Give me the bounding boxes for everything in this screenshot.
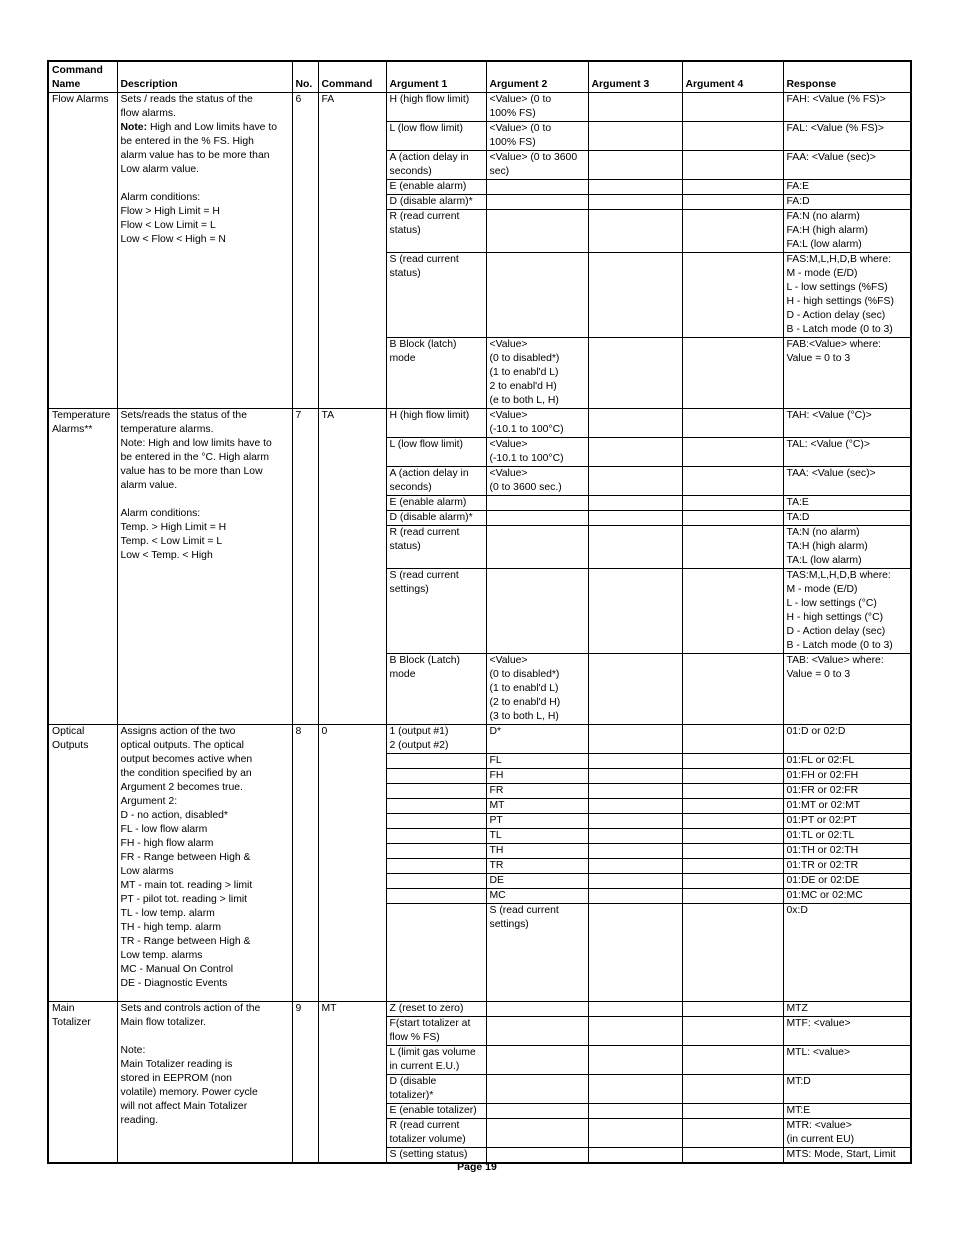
response-cell: FA:D bbox=[783, 195, 911, 210]
header-argument-2: Argument 2 bbox=[486, 61, 588, 93]
argument-3-cell bbox=[588, 1119, 682, 1148]
argument-1-cell bbox=[386, 844, 486, 859]
argument-1-cell bbox=[386, 889, 486, 904]
description-cell: Assigns action of the two optical outputs. The optical output becomes active when the condition specified by an Argument 2 becomes true. Argument 2: D - no action, disabled* FL - low flow alarm FH - high flow alarm FR - Range between High & Low alarms MT - main tot. reading > limit PT - pilot tot. reading > limit TL - low temp. alarm TH - high temp. alarm TR - Range between High & Low temp. alarms MC - Manual On Control DE - Diagnostic Events bbox=[117, 725, 292, 1002]
argument-2-cell: <Value> (0 to 100% FS) bbox=[486, 122, 588, 151]
response-cell: MTF: <value> bbox=[783, 1017, 911, 1046]
argument-4-cell bbox=[682, 195, 783, 210]
argument-3-cell bbox=[588, 180, 682, 195]
command-cell: 0 bbox=[318, 725, 386, 1002]
response-cell: FA:E bbox=[783, 180, 911, 195]
argument-3-cell bbox=[588, 654, 682, 725]
argument-1-cell bbox=[386, 829, 486, 844]
no-cell: 7 bbox=[292, 409, 318, 725]
argument-3-cell bbox=[588, 874, 682, 889]
argument-2-cell bbox=[486, 569, 588, 654]
argument-4-cell bbox=[682, 93, 783, 122]
argument-3-cell bbox=[588, 829, 682, 844]
argument-1-cell: L (low flow limit) bbox=[386, 122, 486, 151]
argument-1-cell bbox=[386, 874, 486, 889]
response-cell: FA:N (no alarm) FA:H (high alarm) FA:L (low alarm) bbox=[783, 210, 911, 253]
argument-1-cell: S (read current status) bbox=[386, 253, 486, 338]
no-cell: 6 bbox=[292, 93, 318, 409]
argument-1-cell: E (enable totalizer) bbox=[386, 1104, 486, 1119]
argument-4-cell bbox=[682, 844, 783, 859]
response-cell: 01:MT or 02:MT bbox=[783, 799, 911, 814]
argument-3-cell bbox=[588, 496, 682, 511]
argument-3-cell bbox=[588, 799, 682, 814]
argument-3-cell bbox=[588, 754, 682, 769]
argument-3-cell bbox=[588, 253, 682, 338]
response-cell: TA:D bbox=[783, 511, 911, 526]
argument-4-cell bbox=[682, 438, 783, 467]
argument-3-cell bbox=[588, 1017, 682, 1046]
table-body bbox=[48, 93, 911, 1164]
argument-2-cell: <Value> (0 to 3600 sec) bbox=[486, 151, 588, 180]
argument-3-cell bbox=[588, 1104, 682, 1119]
argument-2-cell bbox=[486, 180, 588, 195]
argument-3-cell bbox=[588, 1002, 682, 1017]
argument-1-cell: S (read current settings) bbox=[386, 569, 486, 654]
response-cell: MTR: <value> (in current EU) bbox=[783, 1119, 911, 1148]
argument-1-cell: F(start totalizer at flow % FS) bbox=[386, 1017, 486, 1046]
response-cell: 01:TH or 02:TH bbox=[783, 844, 911, 859]
argument-2-cell bbox=[486, 1017, 588, 1046]
argument-1-cell: H (high flow limit) bbox=[386, 93, 486, 122]
argument-2-cell bbox=[486, 1104, 588, 1119]
response-cell: 01:D or 02:D bbox=[783, 725, 911, 754]
argument-3-cell bbox=[588, 889, 682, 904]
argument-1-cell: E (enable alarm) bbox=[386, 496, 486, 511]
header-argument-3: Argument 3 bbox=[588, 61, 682, 93]
header-command: Command bbox=[318, 61, 386, 93]
description-cell: Sets/reads the status of the temperature alarms. Note: High and low limits have to be entered in the °C. High alarm value has to be more than Low alarm value. Alarm conditions: Temp. > High Limit = H Temp. < Low Limit = L Low < Temp. < High bbox=[117, 409, 292, 725]
argument-1-cell bbox=[386, 754, 486, 769]
argument-1-cell: Z (reset to zero) bbox=[386, 1002, 486, 1017]
response-cell: FAL: <Value (% FS)> bbox=[783, 122, 911, 151]
argument-1-cell: R (read current status) bbox=[386, 210, 486, 253]
argument-4-cell bbox=[682, 409, 783, 438]
command-cell: MT bbox=[318, 1002, 386, 1164]
response-cell: FAA: <Value (sec)> bbox=[783, 151, 911, 180]
argument-2-cell bbox=[486, 511, 588, 526]
argument-3-cell bbox=[588, 151, 682, 180]
argument-1-cell: B Block (latch) mode bbox=[386, 338, 486, 409]
header-response: Response bbox=[783, 61, 911, 93]
response-cell: MT:E bbox=[783, 1104, 911, 1119]
argument-4-cell bbox=[682, 338, 783, 409]
command-table bbox=[47, 60, 912, 1164]
header-description: Description bbox=[117, 61, 292, 93]
argument-1-cell bbox=[386, 859, 486, 874]
argument-4-cell bbox=[682, 180, 783, 195]
argument-4-cell bbox=[682, 151, 783, 180]
response-cell: 01:TL or 02:TL bbox=[783, 829, 911, 844]
argument-1-cell bbox=[386, 814, 486, 829]
argument-4-cell bbox=[682, 829, 783, 844]
argument-1-cell: D (disable alarm)* bbox=[386, 511, 486, 526]
argument-2-cell: D* bbox=[486, 725, 588, 754]
argument-2-cell: <Value> (0 to 3600 sec.) bbox=[486, 467, 588, 496]
description-cell: Sets / reads the status of the flow alarms. Note: High and Low limits have to be entered in the % FS. High alarm value has to be more than Low alarm value. Alarm conditions: Flow > High Limit = H Flow < Low Limit = L Low < Flow < High = N bbox=[117, 93, 292, 409]
argument-1-cell: E (enable alarm) bbox=[386, 180, 486, 195]
response-cell: 01:TR or 02:TR bbox=[783, 859, 911, 874]
command-cell: TA bbox=[318, 409, 386, 725]
response-cell: TA:E bbox=[783, 496, 911, 511]
argument-1-cell: L (limit gas volume in current E.U.) bbox=[386, 1046, 486, 1075]
argument-4-cell bbox=[682, 769, 783, 784]
argument-3-cell bbox=[588, 409, 682, 438]
response-cell: TAH: <Value (°C)> bbox=[783, 409, 911, 438]
response-cell: MTZ bbox=[783, 1002, 911, 1017]
argument-3-cell bbox=[588, 526, 682, 569]
argument-4-cell bbox=[682, 467, 783, 496]
table-row bbox=[48, 725, 911, 754]
argument-4-cell bbox=[682, 889, 783, 904]
argument-1-cell bbox=[386, 769, 486, 784]
argument-4-cell bbox=[682, 1002, 783, 1017]
argument-2-cell bbox=[486, 253, 588, 338]
argument-4-cell bbox=[682, 1119, 783, 1148]
argument-4-cell bbox=[682, 496, 783, 511]
description-cell: Sets and controls action of the Main flow totalizer. Note: Main Totalizer reading is stored in EEPROM (non volatile) memory. Power cycle will not affect Main Totalizer reading. bbox=[117, 1002, 292, 1164]
argument-1-cell: L (low flow limit) bbox=[386, 438, 486, 467]
argument-1-cell: H (high flow limit) bbox=[386, 409, 486, 438]
argument-4-cell bbox=[682, 122, 783, 151]
response-cell: MTL: <value> bbox=[783, 1046, 911, 1075]
argument-2-cell: MT bbox=[486, 799, 588, 814]
command-cell: FA bbox=[318, 93, 386, 409]
argument-2-cell: FR bbox=[486, 784, 588, 799]
argument-2-cell: MC bbox=[486, 889, 588, 904]
table-row bbox=[48, 409, 911, 438]
argument-2-cell bbox=[486, 1075, 588, 1104]
response-cell: 01:FH or 02:FH bbox=[783, 769, 911, 784]
argument-1-cell bbox=[386, 799, 486, 814]
argument-2-cell bbox=[486, 195, 588, 210]
argument-4-cell bbox=[682, 904, 783, 1002]
response-cell: 01:PT or 02:PT bbox=[783, 814, 911, 829]
argument-3-cell bbox=[588, 511, 682, 526]
header-command-name: Command Name bbox=[48, 61, 117, 93]
response-cell: FAS:M,L,H,D,B where: M - mode (E/D) L - low settings (%FS) H - high settings (%FS) D - Action delay (sec) B - Latch mode (0 to 3) bbox=[783, 253, 911, 338]
argument-3-cell bbox=[588, 195, 682, 210]
argument-1-cell bbox=[386, 904, 486, 1002]
argument-2-cell bbox=[486, 210, 588, 253]
argument-2-cell bbox=[486, 1046, 588, 1075]
argument-3-cell bbox=[588, 1075, 682, 1104]
response-cell: FAH: <Value (% FS)> bbox=[783, 93, 911, 122]
argument-3-cell bbox=[588, 769, 682, 784]
no-cell: 8 bbox=[292, 725, 318, 1002]
argument-3-cell bbox=[588, 1046, 682, 1075]
argument-2-cell bbox=[486, 526, 588, 569]
argument-4-cell bbox=[682, 754, 783, 769]
response-cell: 01:FL or 02:FL bbox=[783, 754, 911, 769]
argument-2-cell: <Value> (0 to 100% FS) bbox=[486, 93, 588, 122]
response-cell: 01:MC or 02:MC bbox=[783, 889, 911, 904]
response-cell: 01:DE or 02:DE bbox=[783, 874, 911, 889]
argument-1-cell: D (disable alarm)* bbox=[386, 195, 486, 210]
table-row bbox=[48, 1002, 911, 1017]
argument-4-cell bbox=[682, 784, 783, 799]
argument-2-cell: DE bbox=[486, 874, 588, 889]
response-cell: MT:D bbox=[783, 1075, 911, 1104]
argument-3-cell bbox=[588, 859, 682, 874]
argument-2-cell: <Value> (0 to disabled*) (1 to enabl'd L) 2 to enabl'd H) (e to both L, H) bbox=[486, 338, 588, 409]
command-name-cell: Temperature Alarms** bbox=[48, 409, 117, 725]
argument-3-cell bbox=[588, 784, 682, 799]
argument-2-cell: FL bbox=[486, 754, 588, 769]
argument-4-cell bbox=[682, 1046, 783, 1075]
argument-2-cell: <Value> (-10.1 to 100°C) bbox=[486, 438, 588, 467]
page-number: Page 19 bbox=[457, 1161, 497, 1173]
header-argument-4: Argument 4 bbox=[682, 61, 783, 93]
argument-4-cell bbox=[682, 874, 783, 889]
argument-2-cell: PT bbox=[486, 814, 588, 829]
response-cell: FAB:<Value> where: Value = 0 to 3 bbox=[783, 338, 911, 409]
argument-2-cell: FH bbox=[486, 769, 588, 784]
argument-4-cell bbox=[682, 569, 783, 654]
argument-4-cell bbox=[682, 799, 783, 814]
argument-4-cell bbox=[682, 526, 783, 569]
argument-2-cell: <Value> (-10.1 to 100°C) bbox=[486, 409, 588, 438]
response-cell: MTS: Mode, Start, Limit bbox=[783, 1148, 911, 1164]
argument-1-cell: 1 (output #1) 2 (output #2) bbox=[386, 725, 486, 754]
command-name-cell: Flow Alarms bbox=[48, 93, 117, 409]
argument-4-cell bbox=[682, 253, 783, 338]
argument-4-cell bbox=[682, 1075, 783, 1104]
argument-2-cell: TL bbox=[486, 829, 588, 844]
table-row bbox=[48, 93, 911, 122]
argument-1-cell: R (read current totalizer volume) bbox=[386, 1119, 486, 1148]
argument-2-cell: TH bbox=[486, 844, 588, 859]
response-cell: 0x:D bbox=[783, 904, 911, 1002]
response-cell: TAB: <Value> where: Value = 0 to 3 bbox=[783, 654, 911, 725]
argument-1-cell: A (action delay in seconds) bbox=[386, 467, 486, 496]
response-cell: TAS:M,L,H,D,B where: M - mode (E/D) L - low settings (°C) H - high settings (°C) D - Action delay (sec) B - Latch mode (0 to 3) bbox=[783, 569, 911, 654]
argument-3-cell bbox=[588, 844, 682, 859]
argument-4-cell bbox=[682, 511, 783, 526]
argument-4-cell bbox=[682, 654, 783, 725]
command-name-cell: Optical Outputs bbox=[48, 725, 117, 1002]
argument-3-cell bbox=[588, 438, 682, 467]
argument-4-cell bbox=[682, 725, 783, 754]
argument-3-cell bbox=[588, 338, 682, 409]
argument-2-cell bbox=[486, 1119, 588, 1148]
argument-4-cell bbox=[682, 1017, 783, 1046]
argument-1-cell: D (disable totalizer)* bbox=[386, 1075, 486, 1104]
header-no: No. bbox=[292, 61, 318, 93]
response-cell: 01:FR or 02:FR bbox=[783, 784, 911, 799]
argument-3-cell bbox=[588, 725, 682, 754]
argument-4-cell bbox=[682, 814, 783, 829]
no-cell: 9 bbox=[292, 1002, 318, 1164]
argument-2-cell: S (read current settings) bbox=[486, 904, 588, 1002]
header-row bbox=[48, 61, 911, 93]
response-cell: TA:N (no alarm) TA:H (high alarm) TA:L (low alarm) bbox=[783, 526, 911, 569]
argument-4-cell bbox=[682, 1104, 783, 1119]
response-cell: TAL: <Value (°C)> bbox=[783, 438, 911, 467]
argument-3-cell bbox=[588, 569, 682, 654]
argument-3-cell bbox=[588, 467, 682, 496]
argument-1-cell: R (read current status) bbox=[386, 526, 486, 569]
argument-3-cell bbox=[588, 210, 682, 253]
command-name-cell: Main Totalizer bbox=[48, 1002, 117, 1164]
argument-1-cell: B Block (Latch) mode bbox=[386, 654, 486, 725]
argument-3-cell bbox=[588, 904, 682, 1002]
header-argument-1: Argument 1 bbox=[386, 61, 486, 93]
argument-2-cell bbox=[486, 496, 588, 511]
argument-2-cell bbox=[486, 1002, 588, 1017]
argument-4-cell bbox=[682, 859, 783, 874]
argument-1-cell: A (action delay in seconds) bbox=[386, 151, 486, 180]
argument-2-cell: TR bbox=[486, 859, 588, 874]
argument-1-cell: S (setting status) bbox=[386, 1148, 486, 1164]
response-cell: TAA: <Value (sec)> bbox=[783, 467, 911, 496]
argument-3-cell bbox=[588, 122, 682, 151]
argument-3-cell bbox=[588, 814, 682, 829]
argument-4-cell bbox=[682, 210, 783, 253]
argument-1-cell bbox=[386, 784, 486, 799]
argument-3-cell bbox=[588, 93, 682, 122]
argument-2-cell: <Value> (0 to disabled*) (1 to enabl'd L) (2 to enabl'd H) (3 to both L, H) bbox=[486, 654, 588, 725]
